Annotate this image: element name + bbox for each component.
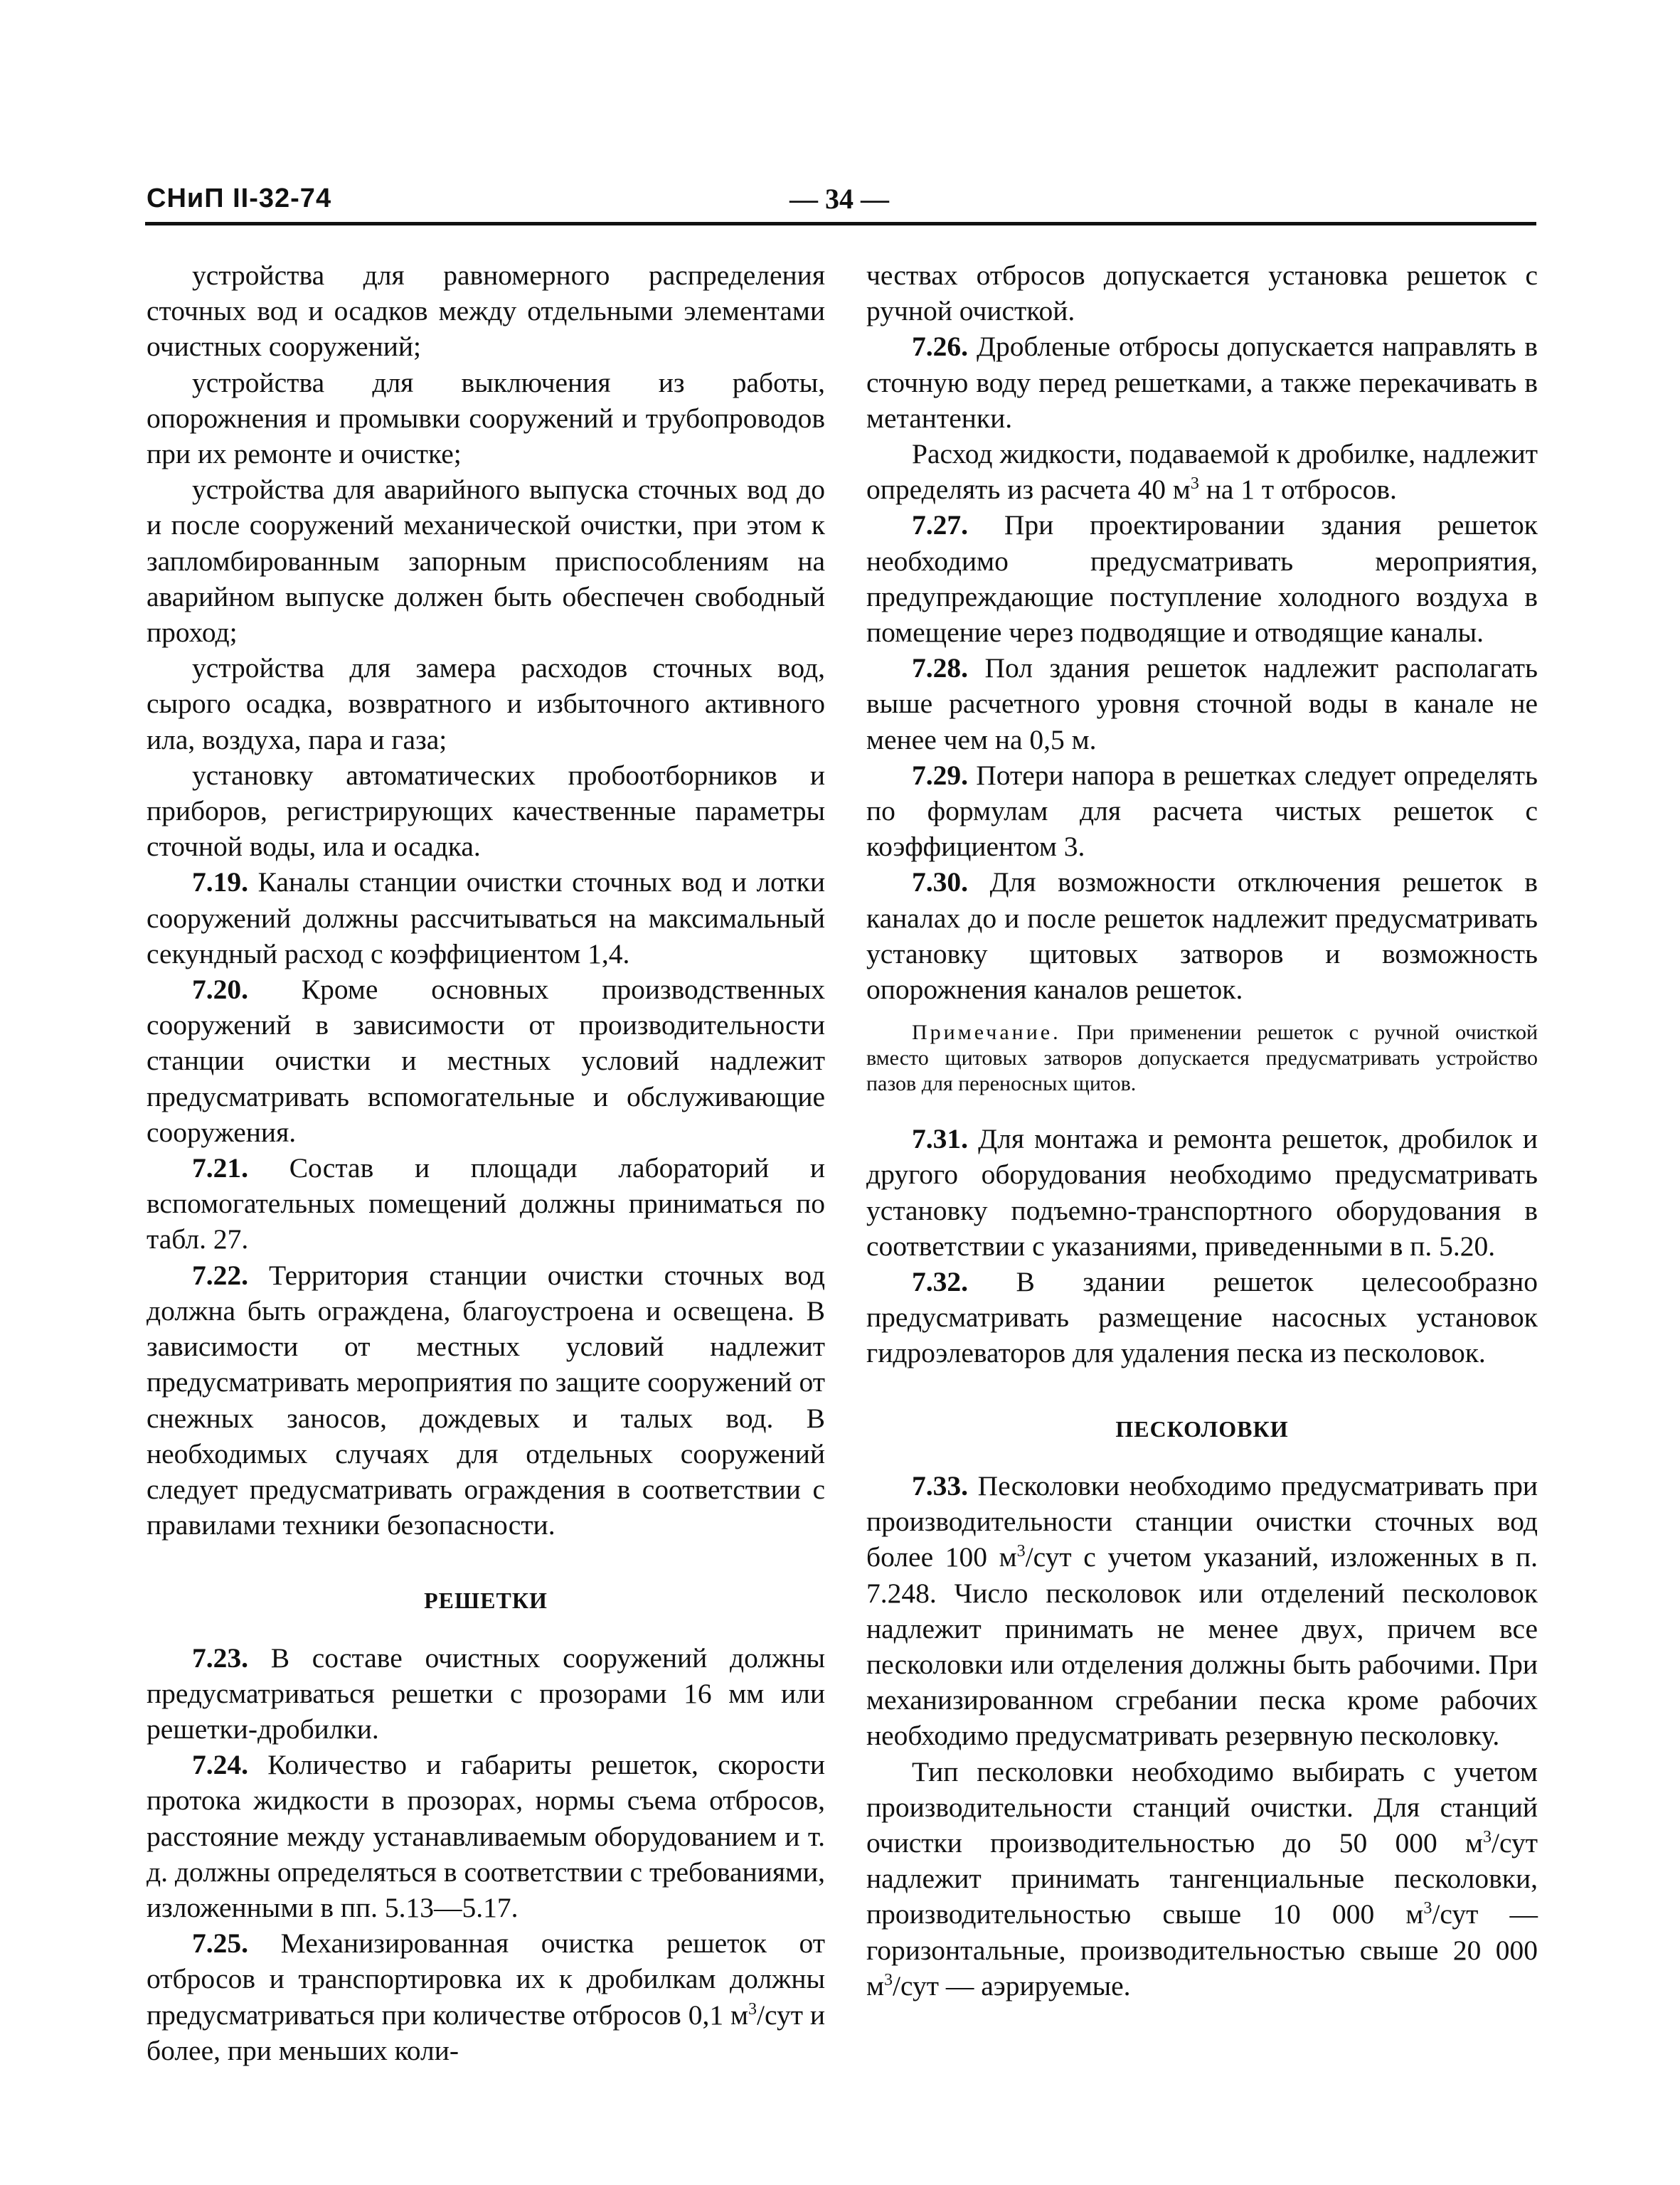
superscript: 3 bbox=[884, 1970, 893, 1989]
clause-text: Механизированная очистка решеток от отбросов и транспортировка их к дробилкам должны предусматриваться при количестве отбросов 0,1 м bbox=[147, 1928, 825, 2031]
superscript: 3 bbox=[1423, 1899, 1432, 1918]
note-text: При применении решеток с ручной очисткой вместо щитовых затворов допускается предусматривать устройство пазов для переносных щитов. bbox=[866, 1021, 1538, 1096]
clause-text: При проектировании здания решеток необходимо предусматривать мероприятия, предупреждающие поступление холодного воздуха в помещение через подводящие и отводящие каналы. bbox=[866, 509, 1538, 649]
superscript: 3 bbox=[748, 1999, 757, 2019]
clause-7-28 bbox=[866, 650, 1538, 757]
clause-number: 7.32. bbox=[912, 1266, 968, 1298]
clause-text: Состав и площади лабораторий и вспомогательных помещений должны приниматься по табл. 27. bbox=[147, 1152, 825, 1255]
paragraph bbox=[866, 436, 1538, 507]
clause-text: В здании решеток целесообразно предусматривать размещение насосных установок гидроэлеваторов для удаления песка из песколовок. bbox=[866, 1266, 1538, 1369]
clause-7-33 bbox=[866, 1468, 1538, 1754]
clause-text: Каналы станции очистки сточных вод и лотки сооружений должны рассчитываться на максимальный секундный расход с коэффициентом 1,4. bbox=[147, 866, 825, 969]
clause-7-32 bbox=[866, 1264, 1538, 1371]
paragraph: устройства для аварийного выпуска сточных вод до и после сооружений механической очистки, при этом к запломбированным запорным приспособлениям на аварийном выпуске должен быть обеспечен свободный проход; bbox=[147, 474, 825, 649]
clause-text: Территория станции очистки сточных вод должна быть ограждена, благоустроена и освещена. В зависимости от местных условий надлежит предусматривать мероприятия по защите сооружений от снежных заносов, дождевых и талых вод. В необходимых случаях для отдельных сооружений следует предусматривать ограждения в соответствии с правилами техники безопасности. bbox=[147, 1259, 825, 1541]
clause-number: 7.22. bbox=[192, 1259, 248, 1291]
clause-text: /сут с учетом указаний, изложенных в п. 7.248. Число песколовок или отделений песколовок надлежит принимать не менее двух, причем все песколовки или отделения должны быть рабочими. При механизированном сгребании песка кроме рабочих необходимо предусматривать резервную песколовку. bbox=[866, 1541, 1538, 1752]
clause-text: Потери напора в решетках следует определять по формулам для расчета чистых решеток с коэффициентом 3. bbox=[866, 759, 1538, 863]
note-label: Примечание. bbox=[912, 1021, 1061, 1045]
clause-7-26 bbox=[866, 329, 1538, 436]
clause-number: 7.20. bbox=[192, 974, 248, 1006]
clause-number: 7.25. bbox=[192, 1928, 248, 1960]
clause-7-21 bbox=[147, 1150, 825, 1258]
clause-text: /сут надлежит принимать тангенциальные песколовки, производительностью свыше 10 000 м bbox=[866, 1827, 1538, 1930]
clause-number: 7.27. bbox=[912, 509, 968, 541]
paragraph: установку автоматических пробоотборников и приборов, регистрирующих качественные параметры сточной воды, ила и осадка. bbox=[147, 759, 825, 863]
clause-text: Количество и габариты решеток, скорости протока жидкости в прозорах, нормы съема отбросов, расстояние между устанавливаемым оборудованием и т. д. должны определяться в соответствии с требованиями, изложенными в пп. 5.13—5.17. bbox=[147, 1749, 825, 1923]
clause-text: Песколовки необходимо предусматривать при производительности станции очистки сточных вод более 100 м bbox=[866, 1469, 1538, 1573]
clause-text: /сут — горизонтальные, производительностью свыше 20 000 м bbox=[866, 1898, 1538, 2001]
clause-7-29 bbox=[866, 757, 1538, 865]
right-column bbox=[866, 257, 1538, 2004]
note bbox=[866, 1020, 1538, 1097]
paragraph bbox=[866, 1754, 1538, 2004]
clause-text: Для монтажа и ремонта решеток, дробилок и другого оборудования необходимо предусматривать установку подъемно-транспортного оборудования в соответствии с указаниями, приведенными в п. 5.20. bbox=[866, 1123, 1538, 1262]
clause-number: 7.26. bbox=[912, 331, 968, 363]
clause-7-24 bbox=[147, 1747, 825, 1925]
section-heading-grates: РЕШЕТКИ bbox=[424, 1588, 548, 1614]
clause-number: 7.19. bbox=[192, 866, 248, 898]
clause-number: 7.28. bbox=[912, 652, 968, 684]
clause-text: /сут — аэрируемые. bbox=[893, 1969, 1131, 2001]
clause-text: Дробленые отбросы допускается направлять в сточную воду перед решетками, а также перекачивать в метантенки. bbox=[866, 331, 1538, 434]
superscript: 3 bbox=[1190, 474, 1199, 494]
paragraph: устройства для замера расходов сточных вод, сырого осадка, возвратного и избыточного активного ила, воздуха, пара и газа; bbox=[147, 652, 825, 755]
clause-number: 7.21. bbox=[192, 1152, 248, 1184]
left-column bbox=[147, 257, 825, 2068]
clause-number: 7.30. bbox=[912, 866, 968, 898]
section-heading-sand-traps: ПЕСКОЛОВКИ bbox=[1115, 1415, 1289, 1442]
clause-7-27 bbox=[866, 507, 1538, 650]
clause-text: /сут и более, при меньших коли- bbox=[147, 1999, 826, 2066]
document-code: СНиП II-32-74 bbox=[147, 184, 332, 213]
clause-7-23 bbox=[147, 1640, 825, 1748]
clause-7-30 bbox=[866, 864, 1538, 1007]
clause-7-20 bbox=[147, 972, 825, 1150]
clause-number: 7.24. bbox=[192, 1749, 248, 1781]
header-rule bbox=[145, 222, 1536, 225]
paragraph: устройства для равномерного распределения сточных вод и осадков между отдельными элементами очистных сооружений; bbox=[147, 260, 825, 363]
clause-text: Тип песколовки необходимо выбирать с учетом производительности станций очистки. Для станций очистки производительностью до 50 000 м bbox=[866, 1755, 1538, 1859]
clause-7-25 bbox=[147, 1925, 825, 2068]
clause-number: 7.33. bbox=[912, 1469, 968, 1501]
clause-text: Кроме основных производственных сооружений в зависимости от производительности станции очистки и местных условий надлежит предусматривать вспомогательные и обслуживающие сооружения. bbox=[147, 974, 825, 1148]
clause-text: Для возможности отключения решеток в каналах до и после решеток надлежит предусматривать установку щитовых затворов и возможность опорожнения каналов решеток. bbox=[866, 866, 1538, 1006]
clause-7-31 bbox=[866, 1121, 1538, 1264]
clause-7-22 bbox=[147, 1258, 825, 1543]
clause-number: 7.29. bbox=[912, 759, 968, 791]
clause-text: на 1 т отбросов. bbox=[1198, 474, 1397, 506]
clause-text: Пол здания решеток надлежит располагать выше расчетного уровня сточной воды в канале не менее чем на 0,5 м. bbox=[866, 652, 1538, 755]
clause-text: В составе очистных сооружений должны предусматриваться решетки с прозорами 16 мм или решетки-дробилки. bbox=[147, 1642, 825, 1745]
superscript: 3 bbox=[1483, 1827, 1492, 1846]
superscript: 3 bbox=[1016, 1542, 1026, 1561]
clause-number: 7.31. bbox=[912, 1123, 968, 1155]
page-number: — 34 — bbox=[790, 183, 889, 215]
clause-number: 7.23. bbox=[192, 1642, 248, 1674]
paragraph: устройства для выключения из работы, опорожнения и промывки сооружений и трубопроводов при их ремонте и очистке; bbox=[147, 366, 825, 470]
clause-text: Расход жидкости, подаваемой к дробилке, надлежит определять из расчета 40 м bbox=[866, 438, 1538, 506]
clause-7-19 bbox=[147, 864, 825, 972]
paragraph-continued: чествах отбросов допускается установка решеток с ручной очисткой. bbox=[866, 260, 1538, 327]
